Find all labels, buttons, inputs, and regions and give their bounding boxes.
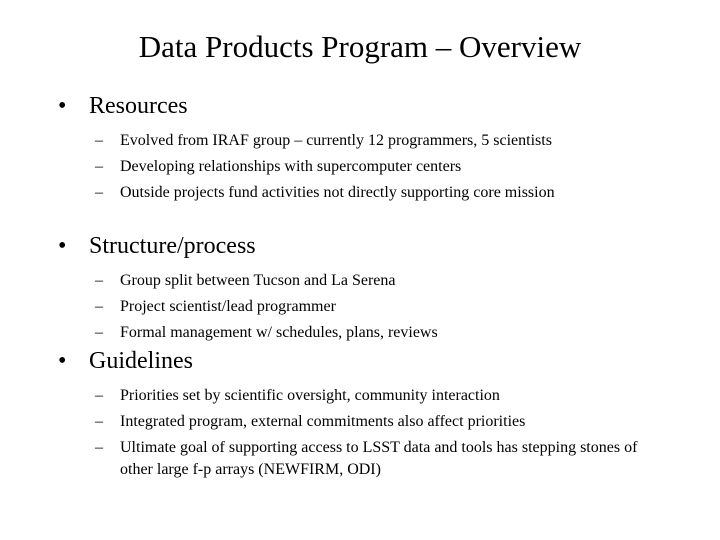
slide-title: Data Products Program – Overview bbox=[138, 29, 582, 64]
list-item-text: Outside projects fund activities not directly supporting core mission bbox=[120, 184, 555, 201]
dash-icon: – bbox=[95, 413, 103, 430]
list-item bbox=[58, 296, 640, 318]
dash-icon: – bbox=[95, 298, 103, 315]
heading-text: Guidelines bbox=[89, 348, 193, 374]
list-item-text: Ultimate goal of supporting access to LSST data and tools has stepping stones of other large f-p arrays (NEWFIRM, ODI) bbox=[120, 439, 638, 478]
dash-icon: – bbox=[95, 184, 103, 201]
sub-bullet-list bbox=[58, 385, 698, 481]
section-structure-process bbox=[58, 232, 698, 344]
list-item bbox=[58, 411, 640, 433]
list-item-text: Developing relationships with supercomputer centers bbox=[120, 158, 462, 175]
list-item-text: Project scientist/lead programmer bbox=[120, 298, 336, 315]
list-item bbox=[58, 130, 640, 152]
sub-bullet-list bbox=[58, 130, 698, 204]
dash-icon: – bbox=[95, 272, 103, 289]
list-item-text: Evolved from IRAF group – currently 12 programmers, 5 scientists bbox=[120, 132, 552, 149]
list-item bbox=[58, 156, 640, 178]
heading-text: Structure/process bbox=[89, 233, 256, 259]
dash-icon: – bbox=[95, 324, 103, 341]
dash-icon: – bbox=[95, 132, 103, 149]
heading-text: Resources bbox=[89, 93, 188, 119]
bullet-heading bbox=[58, 232, 698, 260]
list-item bbox=[58, 385, 640, 407]
dash-icon: – bbox=[95, 439, 103, 456]
dash-icon: – bbox=[95, 158, 103, 175]
list-item-text: Group split between Tucson and La Serena bbox=[120, 272, 396, 289]
section-guidelines bbox=[58, 347, 698, 481]
list-item-text: Priorities set by scientific oversight, community interaction bbox=[120, 387, 500, 404]
sub-bullet-list bbox=[58, 270, 698, 344]
list-item bbox=[58, 270, 640, 292]
dash-icon: – bbox=[95, 387, 103, 404]
list-item bbox=[58, 437, 640, 481]
bullet-heading bbox=[58, 92, 698, 120]
list-item-text: Integrated program, external commitments also affect priorities bbox=[120, 413, 526, 430]
bullet-icon: • bbox=[58, 93, 67, 119]
bullet-icon: • bbox=[58, 233, 67, 259]
bullet-icon: • bbox=[58, 348, 67, 374]
bullet-heading bbox=[58, 347, 698, 375]
section-resources bbox=[58, 92, 698, 204]
list-item-text: Formal management w/ schedules, plans, reviews bbox=[120, 324, 438, 341]
list-item bbox=[58, 322, 640, 344]
list-item bbox=[58, 182, 640, 204]
